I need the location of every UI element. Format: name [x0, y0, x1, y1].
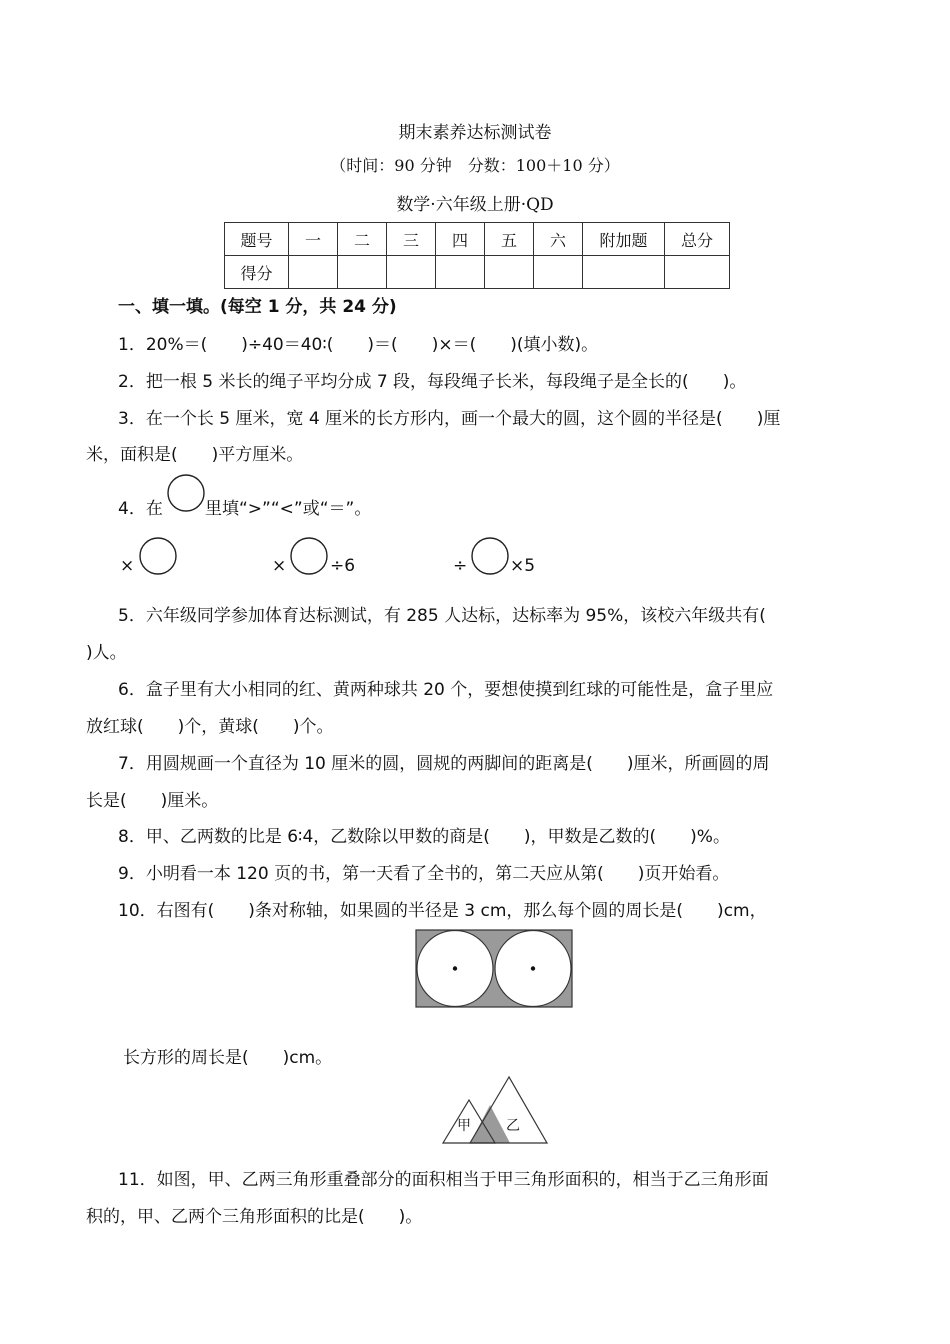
question-4-suffix: 里填“>”“<”或“＝”。: [205, 499, 372, 519]
score-table-cell: 二: [338, 223, 387, 256]
rectangle-two-circles-figure: [415, 929, 574, 1009]
question-4-item-3-left: ÷: [453, 556, 468, 576]
question-4-item-2-left: ×: [272, 556, 287, 576]
score-table: [224, 222, 730, 289]
question-4-item-1-left: ×: [120, 556, 135, 576]
score-table-cell: 总分: [665, 223, 730, 256]
score-input-cell[interactable]: [665, 256, 730, 289]
score-table-cell: 五: [485, 223, 534, 256]
question-5-line-1: 5．六年级同学参加体育达标测试，有 285 人达标，达标率为 95%，该校六年级共有(: [118, 606, 766, 626]
exam-subject: 数学·六年级上册·QD: [396, 195, 554, 215]
score-input-cell[interactable]: [583, 256, 665, 289]
section-1-title: 一、填一填。(每空 1 分，共 24 分): [118, 297, 397, 317]
question-4-item-3-right: ×5: [510, 556, 536, 576]
score-table-cell: 一: [289, 223, 338, 256]
question-10-line-1: 10．右图有( )条对称轴，如果圆的半径是 3 cm，那么每个圆的周长是( )cm，: [118, 901, 767, 921]
score-input-cell[interactable]: [338, 256, 387, 289]
exam-title: 期末素养达标测试卷: [398, 123, 552, 143]
score-table-cell: 得分: [225, 256, 289, 289]
overlapping-triangles-figure: [440, 1075, 550, 1147]
question-3-line-2: 米，面积是( )平方厘米。: [86, 445, 304, 465]
score-input-cell[interactable]: [485, 256, 534, 289]
figure-center-dot: [453, 966, 457, 970]
question-4-item-2-right: ÷6: [330, 556, 356, 576]
figure-center-dot: [531, 966, 535, 970]
compare-circle-blank[interactable]: [139, 537, 177, 575]
question-6-line-2: 放红球( )个，黄球( )个。: [86, 717, 334, 737]
question-1: 1．20%＝( )÷40＝40∶( )＝( )×＝( )(填小数)。: [118, 335, 599, 355]
compare-circle-blank[interactable]: [290, 537, 328, 575]
triangle-jia-label: 甲: [457, 1118, 471, 1134]
score-input-cell[interactable]: [289, 256, 338, 289]
triangle-yi-label: 乙: [506, 1118, 520, 1134]
question-9: 9．小明看一本 120 页的书，第一天看了全书的，第二天应从第( )页开始看。: [118, 864, 730, 884]
score-table-cell: 三: [387, 223, 436, 256]
compare-circle-icon: [167, 474, 205, 512]
question-7-line-1: 7．用圆规画一个直径为 10 厘米的圆，圆规的两脚间的距离是( )厘米，所画圆的周: [118, 754, 770, 774]
score-table-cell: 附加题: [583, 223, 665, 256]
question-4-prefix: 4．在: [118, 499, 163, 519]
question-5-line-2: )人。: [86, 643, 127, 663]
score-input-cell[interactable]: [387, 256, 436, 289]
score-input-cell[interactable]: [534, 256, 583, 289]
question-8: 8．甲、乙两数的比是 6∶4，乙数除以甲数的商是( )，甲数是乙数的( )%。: [118, 827, 730, 847]
exam-time-score: （时间：90 分钟 分数：100＋10 分）: [330, 156, 620, 175]
question-7-line-2: 长是( )厘米。: [86, 791, 219, 811]
compare-circle-blank[interactable]: [471, 537, 509, 575]
score-table-cell: 六: [534, 223, 583, 256]
question-6-line-1: 6．盒子里有大小相同的红、黄两种球共 20 个，要想使摸到红球的可能性是，盒子里应: [118, 680, 774, 700]
question-10-line-2: 长方形的周长是( )cm。: [123, 1048, 333, 1068]
question-2: 2．把一根 5 米长的绳子平均分成 7 段，每段绳子长米，每段绳子是全长的( )。: [118, 372, 747, 392]
question-11-line-1: 11．如图，甲、乙两三角形重叠部分的面积相当于甲三角形面积的，相当于乙三角形面: [118, 1170, 769, 1190]
score-table-cell: 题号: [225, 223, 289, 256]
question-11-line-2: 积的，甲、乙两个三角形面积的比是( )。: [86, 1207, 423, 1227]
score-input-cell[interactable]: [436, 256, 485, 289]
score-table-header-row: [225, 223, 730, 256]
question-3-line-1: 3．在一个长 5 厘米，宽 4 厘米的长方形内，画一个最大的圆，这个圆的半径是( )厘: [118, 409, 781, 429]
score-table-score-row: [225, 256, 730, 289]
score-table-cell: 四: [436, 223, 485, 256]
